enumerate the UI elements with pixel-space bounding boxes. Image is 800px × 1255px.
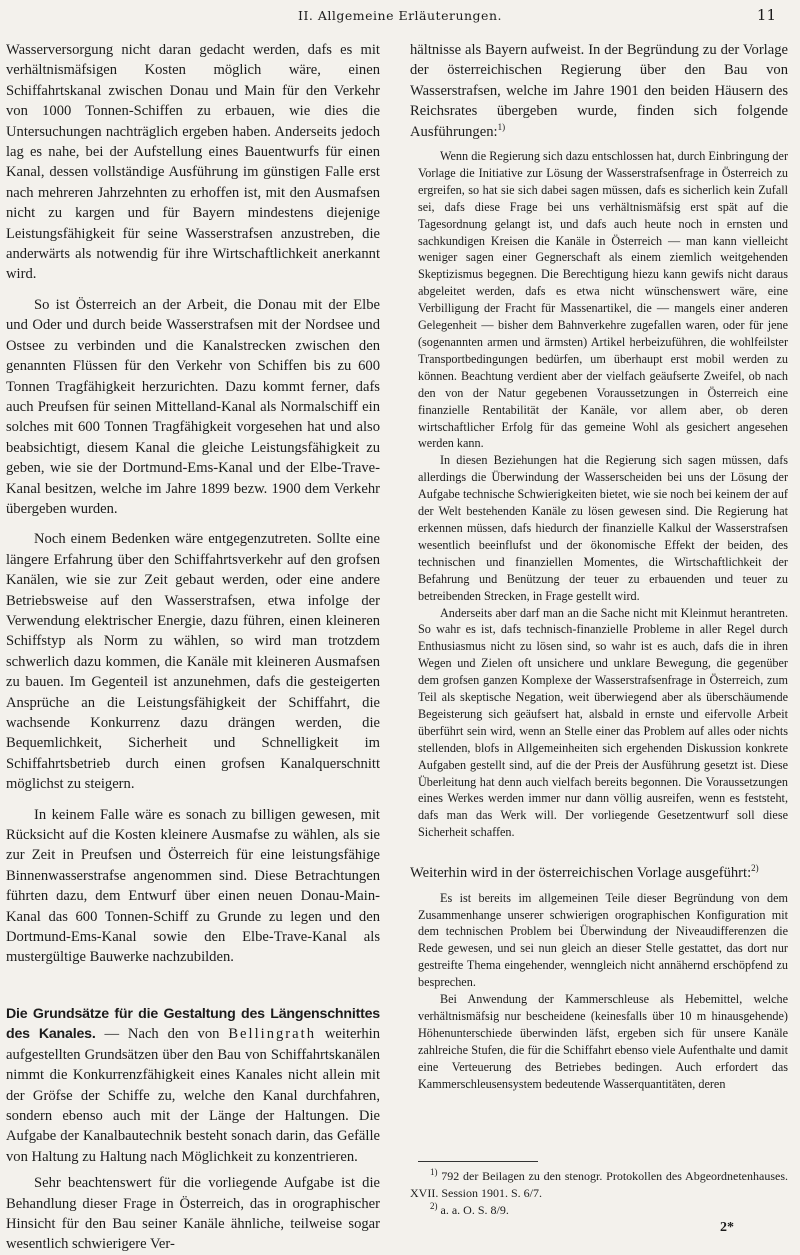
header-title: II. Allgemeine Erläuterungen.: [298, 8, 502, 23]
footnote-2: [410, 1202, 788, 1219]
running-header: [0, 4, 800, 26]
right-paragraph-1-text: hältnisse als Bayern aufweist. In der Begründung zu der Vorlage der österreichischen Regierung über den Bau von Wasserstrafsen, welche im Jahre 1901 den beiden Häusern des Reichsrates übergeben wurde, finden sich folgende Ausführungen:: [410, 42, 788, 140]
right-paragraph-1: [410, 40, 788, 142]
section-text: weiterhin aufgestellten Grundsätzen über den Bau von Schiffahrtskanälen nimmt die Konkurrenzfähigkeit eines Kanales nicht allein mit der Gröfse der Schiffe zu, welche den Kanal durchfahren, sondern ebenso auch mit der Länge der Haltungen. Die Aufgabe der Kanalbautechnik besteht sonach darin, das Gefälle von Haltung zu Haltung nach Möglichkeit zu konzentrieren.: [6, 1026, 380, 1165]
footnote-ref-1: 1): [497, 121, 506, 132]
footnotes: [410, 1161, 788, 1219]
quote-paragraph-4: Es ist bereits im allgemeinen Teile dieser Begründung von dem Zusammenhange unserer schwierigen orographischen Konfiguration mit dem technischen Problem bei Überwindung der Niveaudifferenzen die Rede gewesen, und sei nun gleich an dieser Stelle gestattet, das dort nur gestreifte Thema eingehender, wenngleich nicht annähernd erschöpfend zu besprechen.: [418, 890, 788, 990]
footnote-rule: [418, 1161, 538, 1162]
section-paragraph: [6, 1004, 380, 1167]
quote-paragraph-2: In diesen Beziehungen hat die Regierung sich sagen müssen, dafs allerdings die Überwindung der Wasserscheiden bei uns der Lösung der Aufgabe technische Schwierigkeiten bietet, wie sie noch bei keinem der auf der Welt bestehenden Kanäle zu lösen gewesen sind. Die Regierung hat erkennen müssen, dafs hiedurch der finanzielle Kalkul der Wasserstrafsen wesentlich beeinflufst und der ökonomische Effekt der beiden, des technischen und finanziellen Momentes, die Wirtschaftlichkeit der Befahrung und Benützung der teuer zu erbauenden und teuer zu betreibenden Strecken, in Frage gestellt wird.: [418, 453, 788, 603]
footnote-1-mark: 1): [430, 1167, 438, 1177]
left-paragraph-2: So ist Österreich an der Arbeit, die Donau mit der Elbe und Oder und durch beide Wasserstrafsen mit der Nordsee und Ostsee zu verbinden und die Kanalstrecken zwischen den genannten Flüssen für den Verkehr von Schiffen bis zu 600 Tonnen Tragfähigkeit herzurichten. Dazu kommt ferner, dafs auch Preufsen für seinen Mittelland-Kanal als Normalschiff ein solches mit 600 Tonnen Tragfähigkeit vorgesehen hat und also beabsichtigt, diesem Kanal die gleiche Leistungsfähigkeit zu geben, wie sie der Dortmund-Ems-Kanal und der Elbe-Trave-Kanal besitzen, welche im Jahre 1899 bezw. 1900 dem Verkehr übergeben wurden.: [6, 296, 380, 517]
signature-mark: 2*: [720, 1220, 734, 1235]
footnote-ref-2: 2): [751, 863, 759, 874]
left-column: [6, 40, 380, 1255]
footnote-1-text: 792 der Beilagen zu den stenogr. Protokollen des Abgeordnetenhauses. XVII. Session 1901. S. 6/7.: [410, 1169, 788, 1200]
quotation-block-1: [418, 148, 788, 841]
right-paragraph-2-text: Weiterhin wird in der österreichischen Vorlage ausgeführt:: [410, 865, 752, 882]
footnote-2-text: a. a. O. S. 8/9.: [437, 1203, 509, 1217]
quote-paragraph-1: Wenn die Regierung sich dazu entschlossen hat, durch Einbringung der Vorlage die Initiative zur Lösung der Wasserstrafsenfrage in Österreich zu ergreifen, so hat sie sich dabei sagen müssen, dafs es sicherlich kein Zufall sei, dafs diese Frage bei uns verhältnismäfsig erst spät auf die Tagesordnung gelangt ist, und dafs auch heute noch in ernsten und sachkundigen Kreisen die Kanäle in Österreich — man kann vielleicht weniger sagen einer Gegnerschaft als einem ziemlich weitgehenden Skeptizismus begegnen. Die Berechtigung hiezu kann gewifs nicht daraus abgeleitet werden, dafs es etwa nicht wünschenswert wäre, eine Verbilligung der Fracht für Massenartikel, die — mangels einer anderen Gelegenheit — bisher dem Bahnverkehre zugefallen waren, oder für jene (sogenannten armen und ärmsten) Artikel herbeizuführen, die wohlfeilster Transportbedingungen bedürfen, um überhaupt erst mobil werden zu können. Beachtung verdient aber der vielfach geäufserte Zweifel, ob nach den von der Natur gegebenen Voraussetzungen in Österreich eine finanzielle Rentabilität der Kanäle, vor allem aber, ob deren wirtschaftlicher Erfolg für das gemeine Wohl als gesichert angesehen werden kann.: [418, 149, 788, 451]
section-heading: Die Grundsätze für die Gestaltung des Längenschnittes des Kanales.: [6, 1005, 380, 1043]
left-paragraph-1: Wasserversorgung nicht daran gedacht werden, dafs es mit verhältnismäfsigen Kosten möglich wäre, einen Schiffahrtskanal zwischen Donau und Main für den Verkehr von 1000 Tonnen-Schiffen zu erbauen, wie dies die Untersuchungen nachträglich ergeben haben. Anderseits jedoch lag es nahe, bei der Aufstellung eines Bauentwurfs für einen Kanal, dessen vollständige Ausführung im günstigen Falle erst nach mehreren Jahrzehnten zu erhoffen ist, mit den Ausmafsen nicht zu kargen und für Bayern mindestens diejenige Leistungsfähigkeit für seine Wasserstrafsen anzustreben, die anderwärts als notwendig für ihre Wirtschaftlichkeit anerkannt wird.: [6, 42, 380, 283]
left-paragraph-4: In keinem Falle wäre es sonach zu billigen gewesen, mit Rücksicht auf die Kosten kleinere Ausmafse zu wählen, als sie zur Zeit in Preufsen und Österreich für eine leistungsfähige Binnenwasserstrafse angenommen sind. Diese Betrachtungen führten dazu, dem Entwurf über einen neuen Donau-Main-Kanal das 600 Tonnen-Schiff zu Grunde zu legen und den Dortmund-Ems-Kanal sowie den Elbe-Trave-Kanal als mustergültige Bauwerke nachzubilden.: [6, 806, 380, 966]
footnote-1: [410, 1168, 788, 1202]
author-name: Bellingrath: [228, 1026, 316, 1043]
section-dash: — Nach den von: [95, 1026, 229, 1043]
left-paragraph-3: Noch einem Bedenken wäre entgegenzutreten. Sollte eine längere Erfahrung über den Schiffahrtsverkehr auf den grofsen Kanälen, wie sie zur Zeit gebaut werden, oder eine andere Betriebsweise auf den Wasserstrafsen, etwa infolge der Verwendung elektrischer Energie, dazu führen, einen kleineren Schiffstyp als Norm zu wählen, so wird man trotzdem schwerlich dazu kommen, die Kanäle mit kleineren Ausmafsen zu bauen. Im Gegenteil ist anzunehmen, dafs die gesteigerten Ansprüche an die Leistungsfähigkeit der Schiffahrt, die wachsende Konkurrenz dazu drängen werden, die Bequemlichkeit, Sicherheit und Schnelligkeit im Schiffahrtsbetrieb durch einen grofsen Kanalquerschnitt möglichst zu steigern.: [6, 531, 380, 793]
right-column: [410, 40, 788, 1092]
footnote-2-mark: 2): [430, 1201, 438, 1211]
quote-paragraph-3: Anderseits aber darf man an die Sache nicht mit Kleinmut herantreten. So wahr es ist, dafs technisch-finanzielle Probleme in aller Regel durch Enthusiasmus nicht zu lösen sind, so wahr ist es auch, dafs die in ihren Wegen und Zielen oft unsichere und unklare Bewegung, die gegenüber dem grofsen ganzen Komplexe der Wasserstrafsenfrage in Österreich, zum Teil als skeptische Negation, weit überwiegend aber als überschäumende Begeisterung sich geäufsert hat, alsbald in ernste und eifervolle Arbeit überführt sein wird, wenn an Stelle einer das Problem auf alles oder nichts stellenden, blofs in Allgemeinheiten sich ergehenden Diskussion konkrete Aufgaben gestellt sind, auf die der Preis der Ausführung gesetzt ist. Diese Überleitung hat denn auch vielfach bereits begonnen. Die Voraussetzungen eines Werkes werden immer nur dann völlig ausreifen, wenn es feststeht, dafs man das Werk will. Der vorliegende Gesetzentwurf soll diese Sicherheit schaffen.: [418, 605, 788, 840]
right-paragraph-2: [410, 863, 788, 883]
page-number: 11: [756, 6, 776, 24]
quote-paragraph-5: Bei Anwendung der Kammerschleuse als Hebemittel, welche verhältnismäfsig nur bescheidene (keinesfalls über 10 m hinausgehende) Höhenunterschiede überwinden läfst, ergeben sich für unsere Kanäle zahlreiche Stufen, die für die Schiffahrt ebenso viele Aufenthalte und damit eine Verteuerung des Betriebes bedingen. Auch erfordert das Kammerschleusensystem bedeutende Wasserquantitäten, deren: [418, 992, 788, 1091]
left-paragraph-6: Sehr beachtenswert für die vorliegende Aufgabe ist die Behandlung dieser Frage in Österreich, das in orographischer Hinsicht für den Bau seiner Kanäle ähnliche, teilweise sogar wesentlich schwierigere Ver-: [6, 1175, 380, 1253]
quotation-block-2: [418, 890, 788, 1093]
